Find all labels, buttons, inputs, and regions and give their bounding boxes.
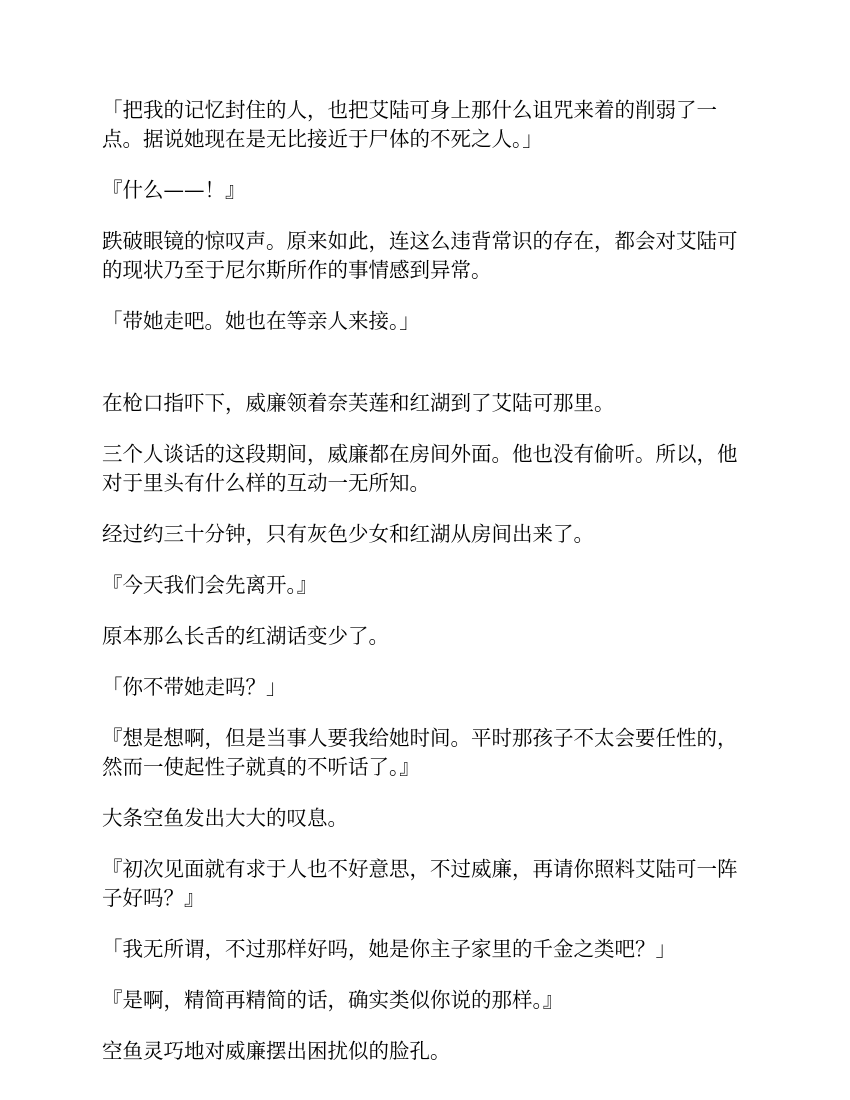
paragraph: 『今天我们会先离开。』: [102, 573, 318, 597]
paragraph: 『是啊，精简再精简的话，确实类似你说的那样。』: [102, 988, 564, 1012]
paragraph: 在枪口指吓下，威廉领着奈芙莲和红湖到了艾陆可那里。: [102, 391, 615, 415]
paragraph: 『想是想啊，但是当事人要我给她时间。平时那孩子不太会要任性的，然而一使起性子就真的不听话了。』: [102, 726, 738, 779]
document-page: [102, 96, 750, 1088]
paragraph: 原本那么长舌的红湖话变少了。: [102, 624, 389, 648]
section-break: [102, 358, 750, 389]
paragraph: 『初次见面就有求于人也不好意思，不过威廉，再请你照料艾陆可一阵子好吗？』: [102, 857, 738, 910]
paragraph: 跌破眼镜的惊叹声。原来如此，连这么违背常识的存在，都会对艾陆可的现状乃至于尼尔斯所作的事情感到异常。: [102, 229, 738, 282]
paragraph: 「我无所谓，不过那样好吗，她是你主子家里的千金之类吧？」: [102, 937, 676, 961]
paragraph: 三个人谈话的这段期间，威廉都在房间外面。他也没有偷听。所以，他对于里头有什么样的互动一无所知。: [102, 442, 738, 495]
paragraph: 大条空鱼发出大大的叹息。: [102, 806, 348, 830]
paragraph: 「带她走吧。她也在等亲人来接。」: [102, 309, 420, 333]
paragraph: 「把我的记忆封住的人，也把艾陆可身上那什么诅咒来着的削弱了一点。据说她现在是无比接近于尸体的不死之人。」: [102, 98, 717, 151]
paragraph: 空鱼灵巧地对威廉摆出困扰似的脸孔。: [102, 1039, 451, 1063]
paragraph: 『什么——！』: [102, 178, 246, 202]
paragraph: 经过约三十分钟，只有灰色少女和红湖从房间出来了。: [102, 522, 594, 546]
paragraph: 「你不带她走吗？」: [102, 675, 287, 699]
